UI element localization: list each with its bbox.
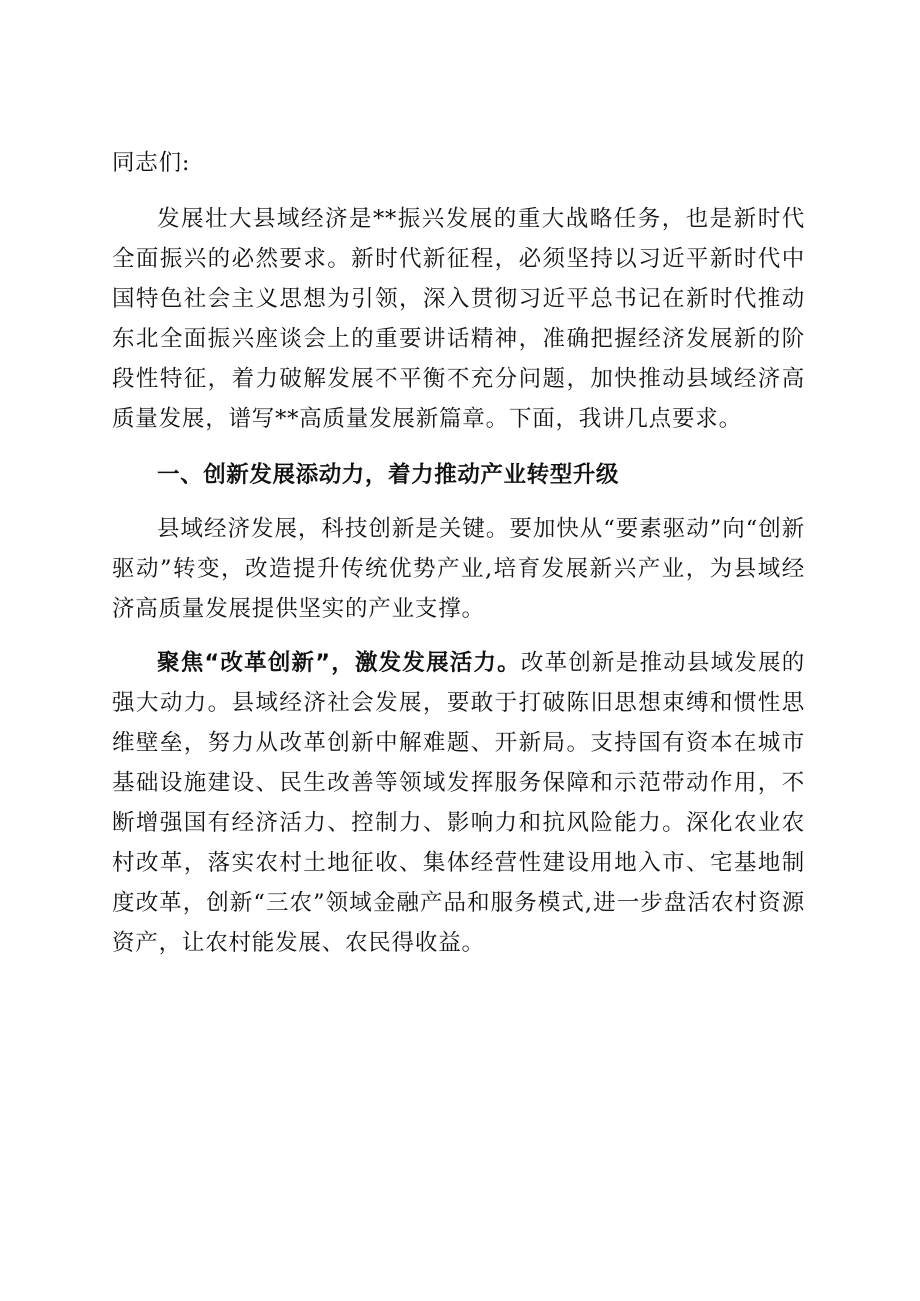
intro-paragraph: 发展壮大县域经济是**振兴发展的重大战略任务，也是新时代全面振兴的必然要求。新时代新征程，必须坚持以习近平新时代中国特色社会主义思想为引领，深入贯彻习近平总书记在新时代推动东北全面振兴座谈会上的重要讲话精神，准确把握经济发展新的阶段性特征，着力破解发展不平衡不充分问题，加快推动县域经济高质量发展，谱写**高质量发展新篇章。下面，我讲几点要求。 — [112, 206, 805, 432]
section-heading: 一、创新发展添动力，着力推动产业转型升级 — [157, 462, 620, 488]
point-lead: 聚焦“改革创新”，激发发展活力。 — [157, 650, 521, 676]
section-paragraph: 县域经济发展，科技创新是关键。要加快从“要素驱动”向“创新驱动”转变，改造提升传统优势产业,培育发展新兴产业，为县域经济高质量发展提供坚实的产业支撑。 — [112, 516, 805, 622]
document-body — [112, 143, 805, 963]
point-paragraph — [112, 643, 805, 963]
salutation: 同志们: — [112, 150, 191, 176]
point-body: 改革创新是推动县域发展的强大动力。县域经济社会发展，要敢于打破陈旧思想束缚和惯性思维壁垒，努力从改革创新中解难题、开新局。支持国有资本在城市基础设施建设、民生改善等领域发挥服务保障和示范带动作用，不断增强国有经济活力、控制力、影响力和抗风险能力。深化农业农村改革，落实农村土地征收、集体经营性建设用地入市、宅基地制度改革，创新“三农”领域金融产品和服务模式,进一步盘活农村资源资产，让农村能发展、农民得收益。 — [112, 650, 805, 956]
